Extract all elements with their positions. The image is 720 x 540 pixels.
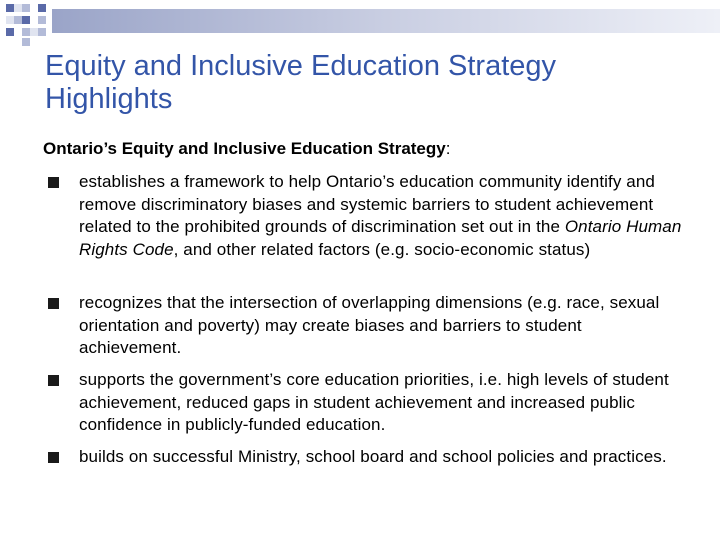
- intro-line: [43, 138, 693, 160]
- bullet-square-icon: [48, 177, 59, 188]
- intro-strategy-name: Ontario’s Equity and Inclusive Education Strategy: [43, 139, 446, 158]
- intro-colon: :: [445, 139, 451, 158]
- bullet-text: builds on successful Ministry, school board and school policies and practices.: [79, 447, 667, 466]
- slide-title-line-1: Equity and Inclusive Education Strategy: [45, 50, 557, 82]
- bullet-square-icon: [48, 375, 59, 386]
- bullet-text: recognizes that the intersection of overlapping dimensions (e.g. race, sexual orientation and poverty) may create biases and barriers to student achievement.: [79, 293, 660, 357]
- bullet-square-icon: [48, 452, 59, 463]
- code-name-italic: Ontario Human Rights Code: [79, 217, 682, 259]
- slide-title: [45, 50, 685, 116]
- slide-title-line-2: Highlights: [45, 83, 173, 115]
- bullet-text: supports the government’s core education priorities, i.e. high levels of student achievement, reduced gaps in student achievement and increased public confidence in publicly-funded education.: [79, 370, 669, 434]
- bullet-text: establishes a framework to help Ontario’s education community identify and remove discriminatory biases and systemic barriers to student achievement related to the prohibited grounds of discrimination set out in the Ontario Human Rights Code, and other related factors (e.g. socio-economic status): [79, 172, 682, 259]
- header-decoration: [0, 0, 720, 48]
- bullet-square-icon: [48, 298, 59, 309]
